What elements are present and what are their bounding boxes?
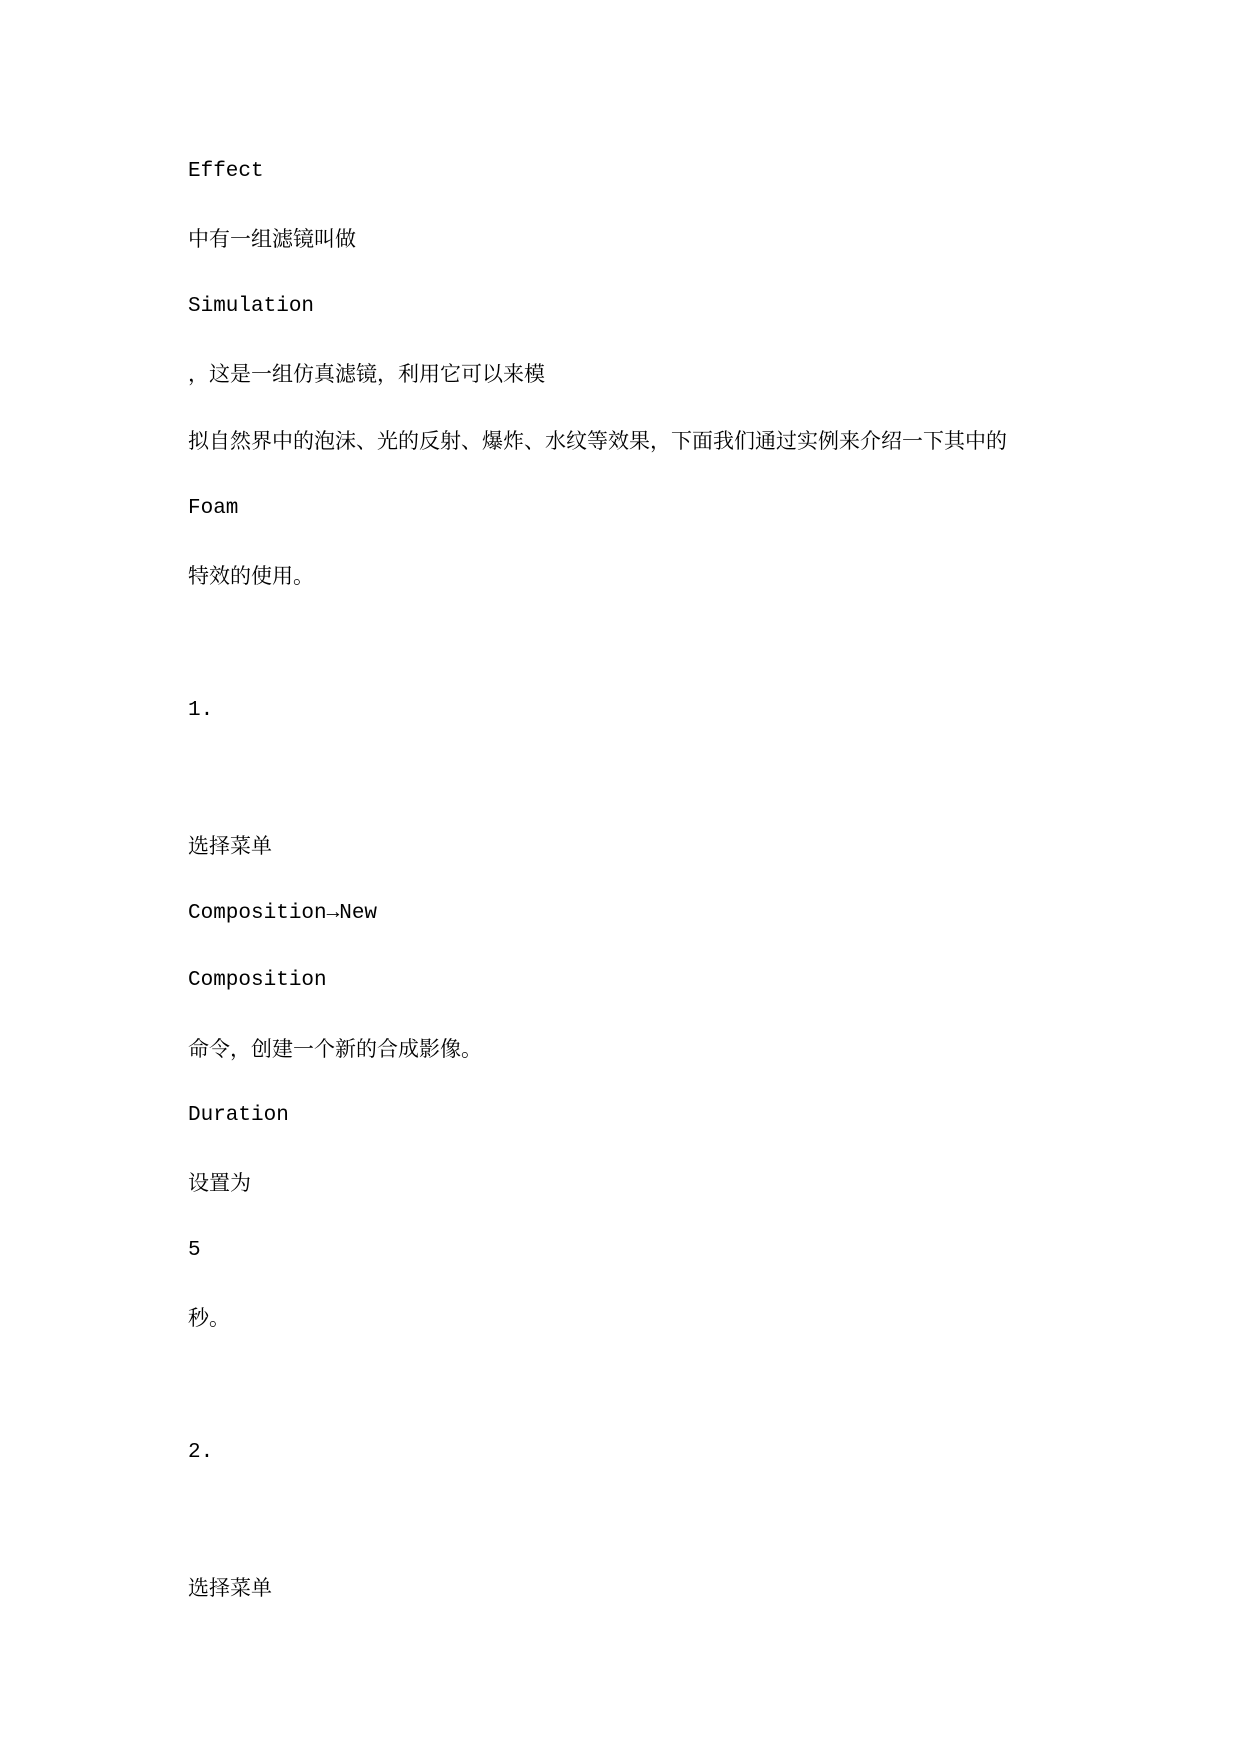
text-line: Composition: [188, 969, 327, 992]
text-line: Duration: [188, 1104, 289, 1127]
text-line: Foam: [188, 497, 239, 520]
text-line: 秒。: [188, 1306, 230, 1330]
text-line: Effect: [188, 160, 264, 183]
text-line: 2.: [188, 1441, 214, 1464]
text-line: 选择菜单: [188, 1576, 272, 1600]
text-line: Simulation: [188, 295, 315, 318]
text-line: 5: [188, 1239, 201, 1262]
text-line: Composition→New: [188, 902, 378, 925]
text-line: ，这是一组仿真滤镜，利用它可以来模: [188, 362, 545, 386]
text-line: 中有一组滤镜叫做: [188, 227, 356, 251]
text-line: 1.: [188, 699, 214, 722]
text-line: 命令，创建一个新的合成影像。: [188, 1037, 482, 1061]
text-line: 设置为: [188, 1171, 251, 1195]
text-line: 拟自然界中的泡沫、光的反射、爆炸、水纹等效果，下面我们通过实例来介绍一下其中的: [188, 429, 1007, 453]
text-line: 选择菜单: [188, 834, 272, 858]
text-line: 特效的使用。: [188, 564, 314, 588]
